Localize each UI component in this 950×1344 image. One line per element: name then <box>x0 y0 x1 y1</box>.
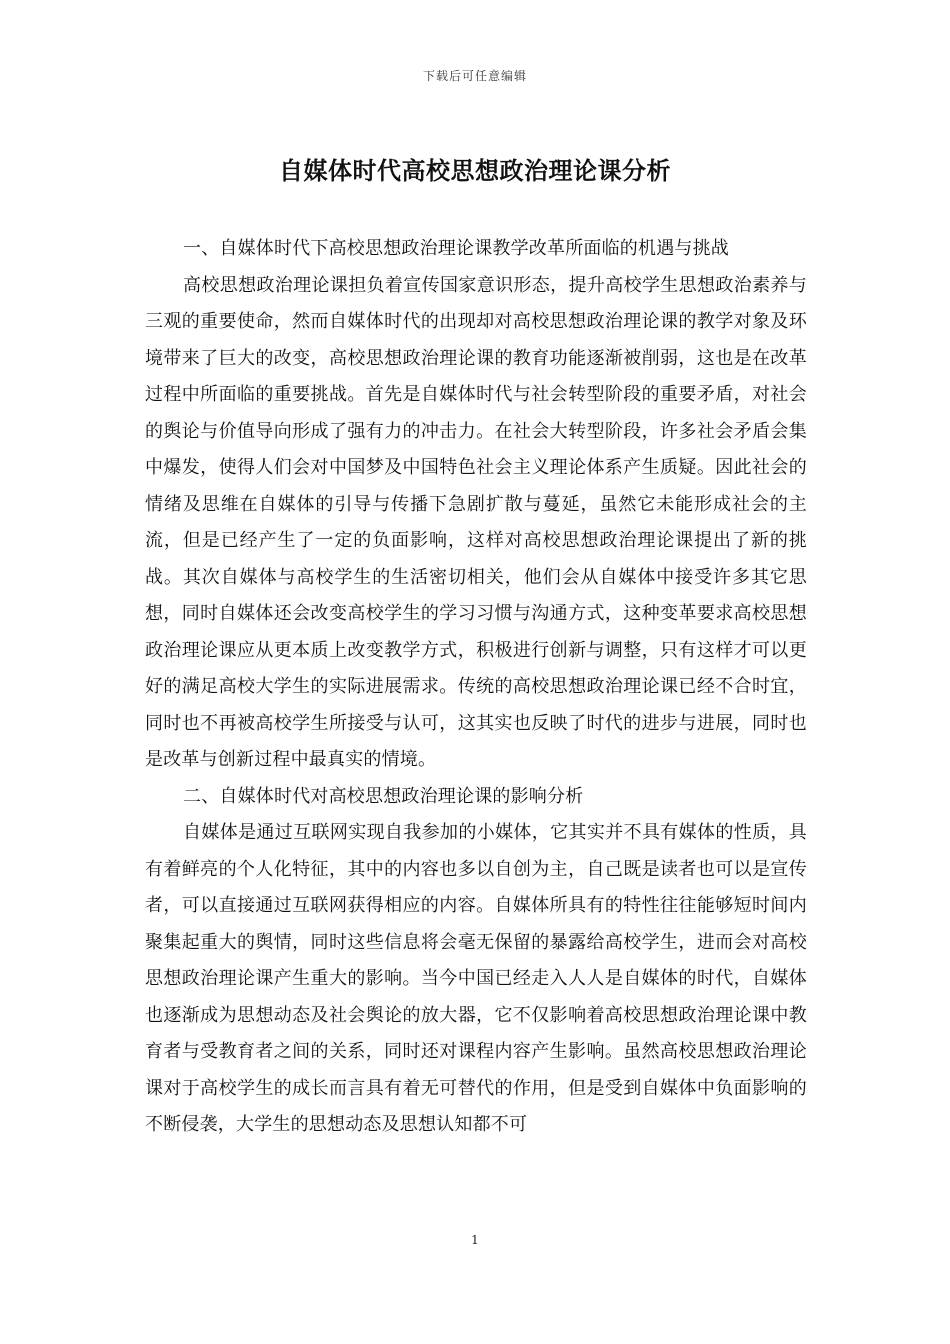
header-note: 下载后可任意编辑 <box>422 69 527 83</box>
section-heading-1: 一、自媒体时代下高校思想政治理论课教学改革所面临的机遇与挑战 <box>183 238 729 259</box>
section-heading-2: 二、自媒体时代对高校思想政治理论课的影响分析 <box>183 785 584 807</box>
document-title: 自媒体时代高校思想政治理论课分析 <box>279 156 671 185</box>
paragraph: 自媒体是通过互联网实现自我参加的小媒体，它其实并不具有媒体的性质，具有着鲜亮的个人化特征，其中的内容也多以自创为主，自己既是读者也可以是宣传者，可以直接通过互联网获得相应的内容。自媒体所具有的特性往往能够短时间内聚集起重大的舆情，同时这些信息将会毫无保留的暴露给高校学生，进而会对高校思想政治理论课产生重大的影响。当今中国已经走入人人是自媒体的时代，自媒体也逐渐成为思想动态及社会舆论的放大器，它不仅影响着高校思想政治理论课中教育者与受教育者之间的关系，同时还对课程内容产生影响。虽然高校思想政治理论课对于高校学生的成长而言具有着无可替代的作用，但是受到自媒体中负面影响的不断侵袭，大学生的思想动态及思想认知都不可 <box>145 822 807 1135</box>
paragraph: 高校思想政治理论课担负着宣传国家意识形态，提升高校学生思想政治素养与三观的重要使命，然而自媒体时代的出现却对高校思想政治理论课的教学对象及环境带来了巨大的改变，高校思想政治理论课的教育功能逐渐被削弱，这也是在改革过程中所面临的重要挑战。首先是自媒体时代与社会转型阶段的重要矛盾，对社会的舆论与价值导向形成了强有力的冲击力。在社会大转型阶段，许多社会矛盾会集中爆发，使得人们会对中国梦及中国特色社会主义理论体系产生质疑。因此社会的情绪及思维在自媒体的引导与传播下急剧扩散与蔓延，虽然它未能形成社会的主流，但是已经产生了一定的负面影响，这样对高校思想政治理论课提出了新的挑战。其次自媒体与高校学生的生活密切相关，他们会从自媒体中接受许多其它思想，同时自媒体还会改变高校学生的学习习惯与沟通方式，这种变革要求高校思想政治理论课应从更本质上改变教学方式，积极进行创新与调整，只有这样才可以更好的满足高校大学生的实际进展需求。传统的高校思想政治理论课已经不合时宜，同时也不再被高校学生所接受与认可，这其实也反映了时代的进步与进展，同时也是改革与创新过程中最真实的情境。 <box>145 274 807 770</box>
document-body <box>145 231 807 1144</box>
page-number: 1 <box>471 1233 479 1247</box>
